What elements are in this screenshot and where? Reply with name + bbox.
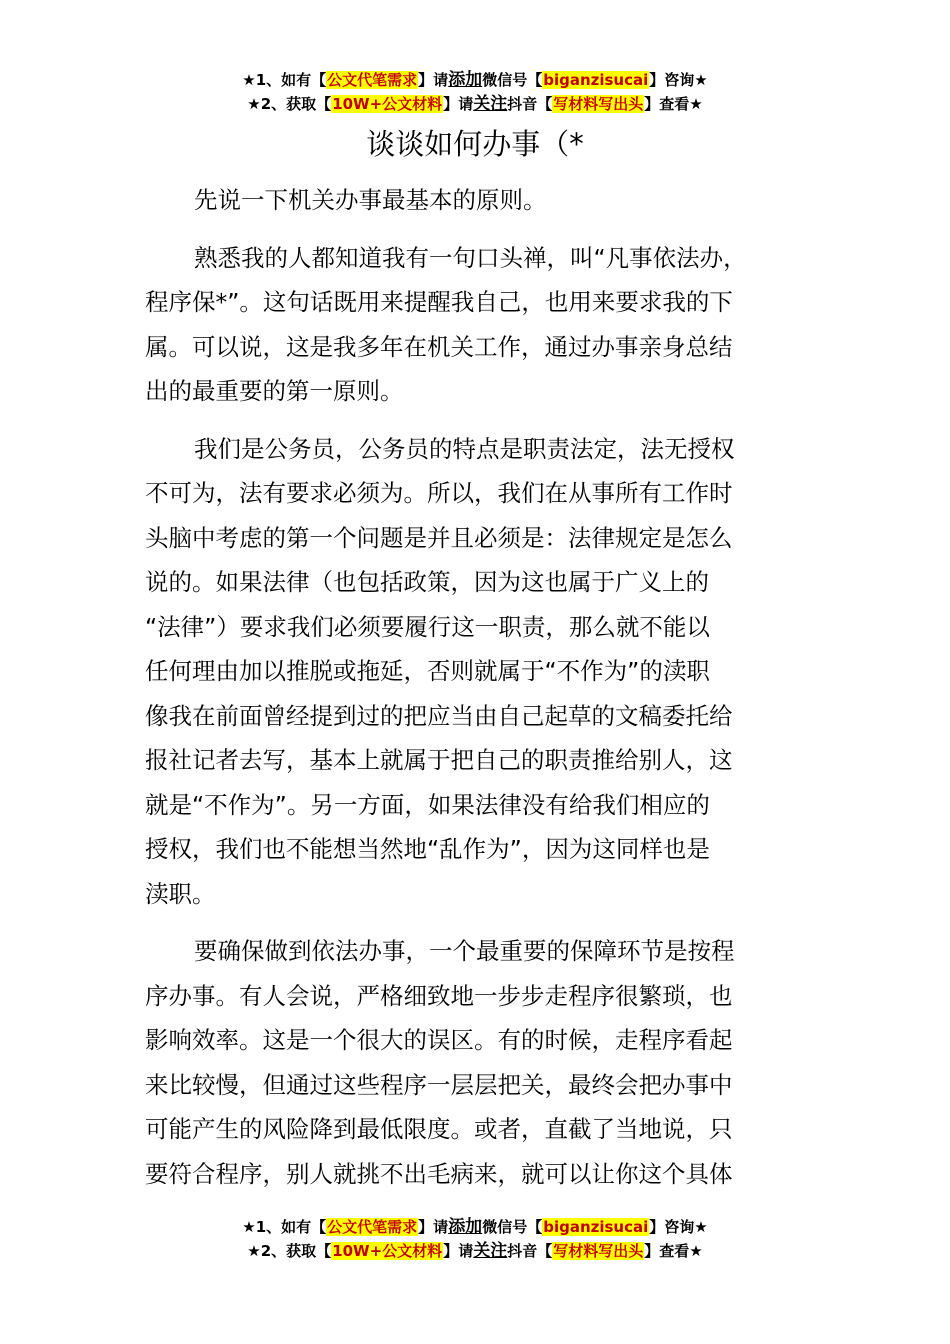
banner-text: 微信号【 [482, 1218, 543, 1236]
banner-highlight: 写材料写出头 [553, 95, 644, 113]
banner-text: ★1、如有【 [242, 1218, 327, 1236]
banner-text: 微信号【 [482, 71, 543, 89]
text-line: 任何理由加以推脱或拖延，否则就属于“不作为”的渎职 [145, 657, 710, 685]
banner-underline: 添加 [448, 70, 483, 90]
banner-text: ★1、如有【 [242, 71, 327, 89]
banner-highlight: 10W+公文材料 [332, 95, 443, 113]
text-line: 程序保*”。这句话既用来提醒我自己，也用来要求我的下 [145, 288, 733, 316]
document-title: 谈谈如何办事（* [366, 127, 584, 161]
banner-text: 】请 [443, 1242, 474, 1260]
footer-banner [0, 1215, 950, 1263]
text-line: 可能产生的风险降到最低限度。或者，直截了当地说，只 [145, 1115, 733, 1143]
paragraph [145, 427, 835, 917]
paragraph [145, 929, 835, 1196]
banner-text: 】请 [418, 1218, 449, 1236]
banner-highlight: biganzisucai [543, 71, 649, 89]
banner-underline: 关注 [473, 1241, 508, 1261]
text-line: 报社记者去写，基本上就属于把自己的职责推给别人，这 [145, 746, 733, 774]
banner-line-2 [0, 92, 950, 116]
banner-text: 】咨询★ [649, 1218, 708, 1236]
text-line: 要确保做到依法办事，一个最重要的保障环节是按程 [194, 937, 735, 965]
banner-text: 抖音【 [507, 1242, 553, 1260]
banner-text: 抖音【 [507, 95, 553, 113]
banner-highlight: 公文代笔需求 [327, 71, 418, 89]
text-line: 熟悉我的人都知道我有一句口头禅，叫“凡事依法办， [194, 243, 747, 272]
text-line: 不可为，法有要求必须为。所以，我们在从事所有工作时 [145, 479, 733, 507]
banner-text: 】查看★ [644, 95, 703, 113]
banner-line-2 [0, 1239, 950, 1263]
text-line: 来比较慢，但通过这些程序一层层把关，最终会把办事中 [145, 1070, 733, 1099]
text-line: 头脑中考虑的第一个问题是并且必须是：法律规定是怎么 [145, 523, 733, 552]
text-line: 先说一下机关办事最基本的原则。 [194, 186, 547, 214]
text-line: “法律”）要求我们必须要履行这一职责，那么就不能以 [145, 612, 710, 641]
banner-underline: 关注 [473, 94, 508, 114]
banner-highlight: biganzisucai [543, 1218, 649, 1236]
banner-text: 】咨询★ [649, 71, 708, 89]
banner-line-1 [0, 1215, 950, 1239]
text-line: 我们是公务员，公务员的特点是职责法定，法无授权 [194, 434, 735, 463]
banner-text: 】请 [418, 71, 449, 89]
text-line: 就是“不作为”。另一方面，如果法律没有给我们相应的 [145, 790, 710, 819]
document-body [145, 178, 835, 1196]
banner-text: 】请 [443, 95, 474, 113]
paragraph [145, 236, 835, 414]
text-line: 像我在前面曾经提到过的把应当由自己起草的文稿委托给 [145, 701, 733, 730]
banner-highlight: 写材料写出头 [553, 1242, 644, 1260]
banner-underline: 添加 [448, 1217, 483, 1237]
text-line: 授权，我们也不能想当然地“乱作为”，因为这同样也是 [145, 835, 710, 863]
header-banner [0, 68, 950, 116]
text-line: 出的最重要的第一原则。 [145, 377, 404, 405]
text-line: 要符合程序，别人就挑不出毛病来，就可以让你这个具体 [145, 1159, 733, 1188]
text-line: 渎职。 [145, 879, 216, 908]
text-line: 影响效率。这是一个很大的误区。有的时候，走程序看起 [145, 1026, 733, 1054]
banner-line-1 [0, 68, 950, 92]
banner-text: ★2、获取【 [247, 1242, 332, 1260]
banner-highlight: 10W+公文材料 [332, 1242, 443, 1260]
banner-text: 】查看★ [644, 1242, 703, 1260]
paragraph [145, 178, 835, 223]
text-line: 说的。如果法律（也包括政策，因为这也属于广义上的 [145, 568, 709, 596]
banner-text: ★2、获取【 [247, 95, 332, 113]
banner-highlight: 公文代笔需求 [327, 1218, 418, 1236]
text-line: 属。可以说，这是我多年在机关工作，通过办事亲身总结 [145, 332, 733, 361]
text-line: 序办事。有人会说，严格细致地一步步走程序很繁琐，也 [145, 981, 733, 1010]
